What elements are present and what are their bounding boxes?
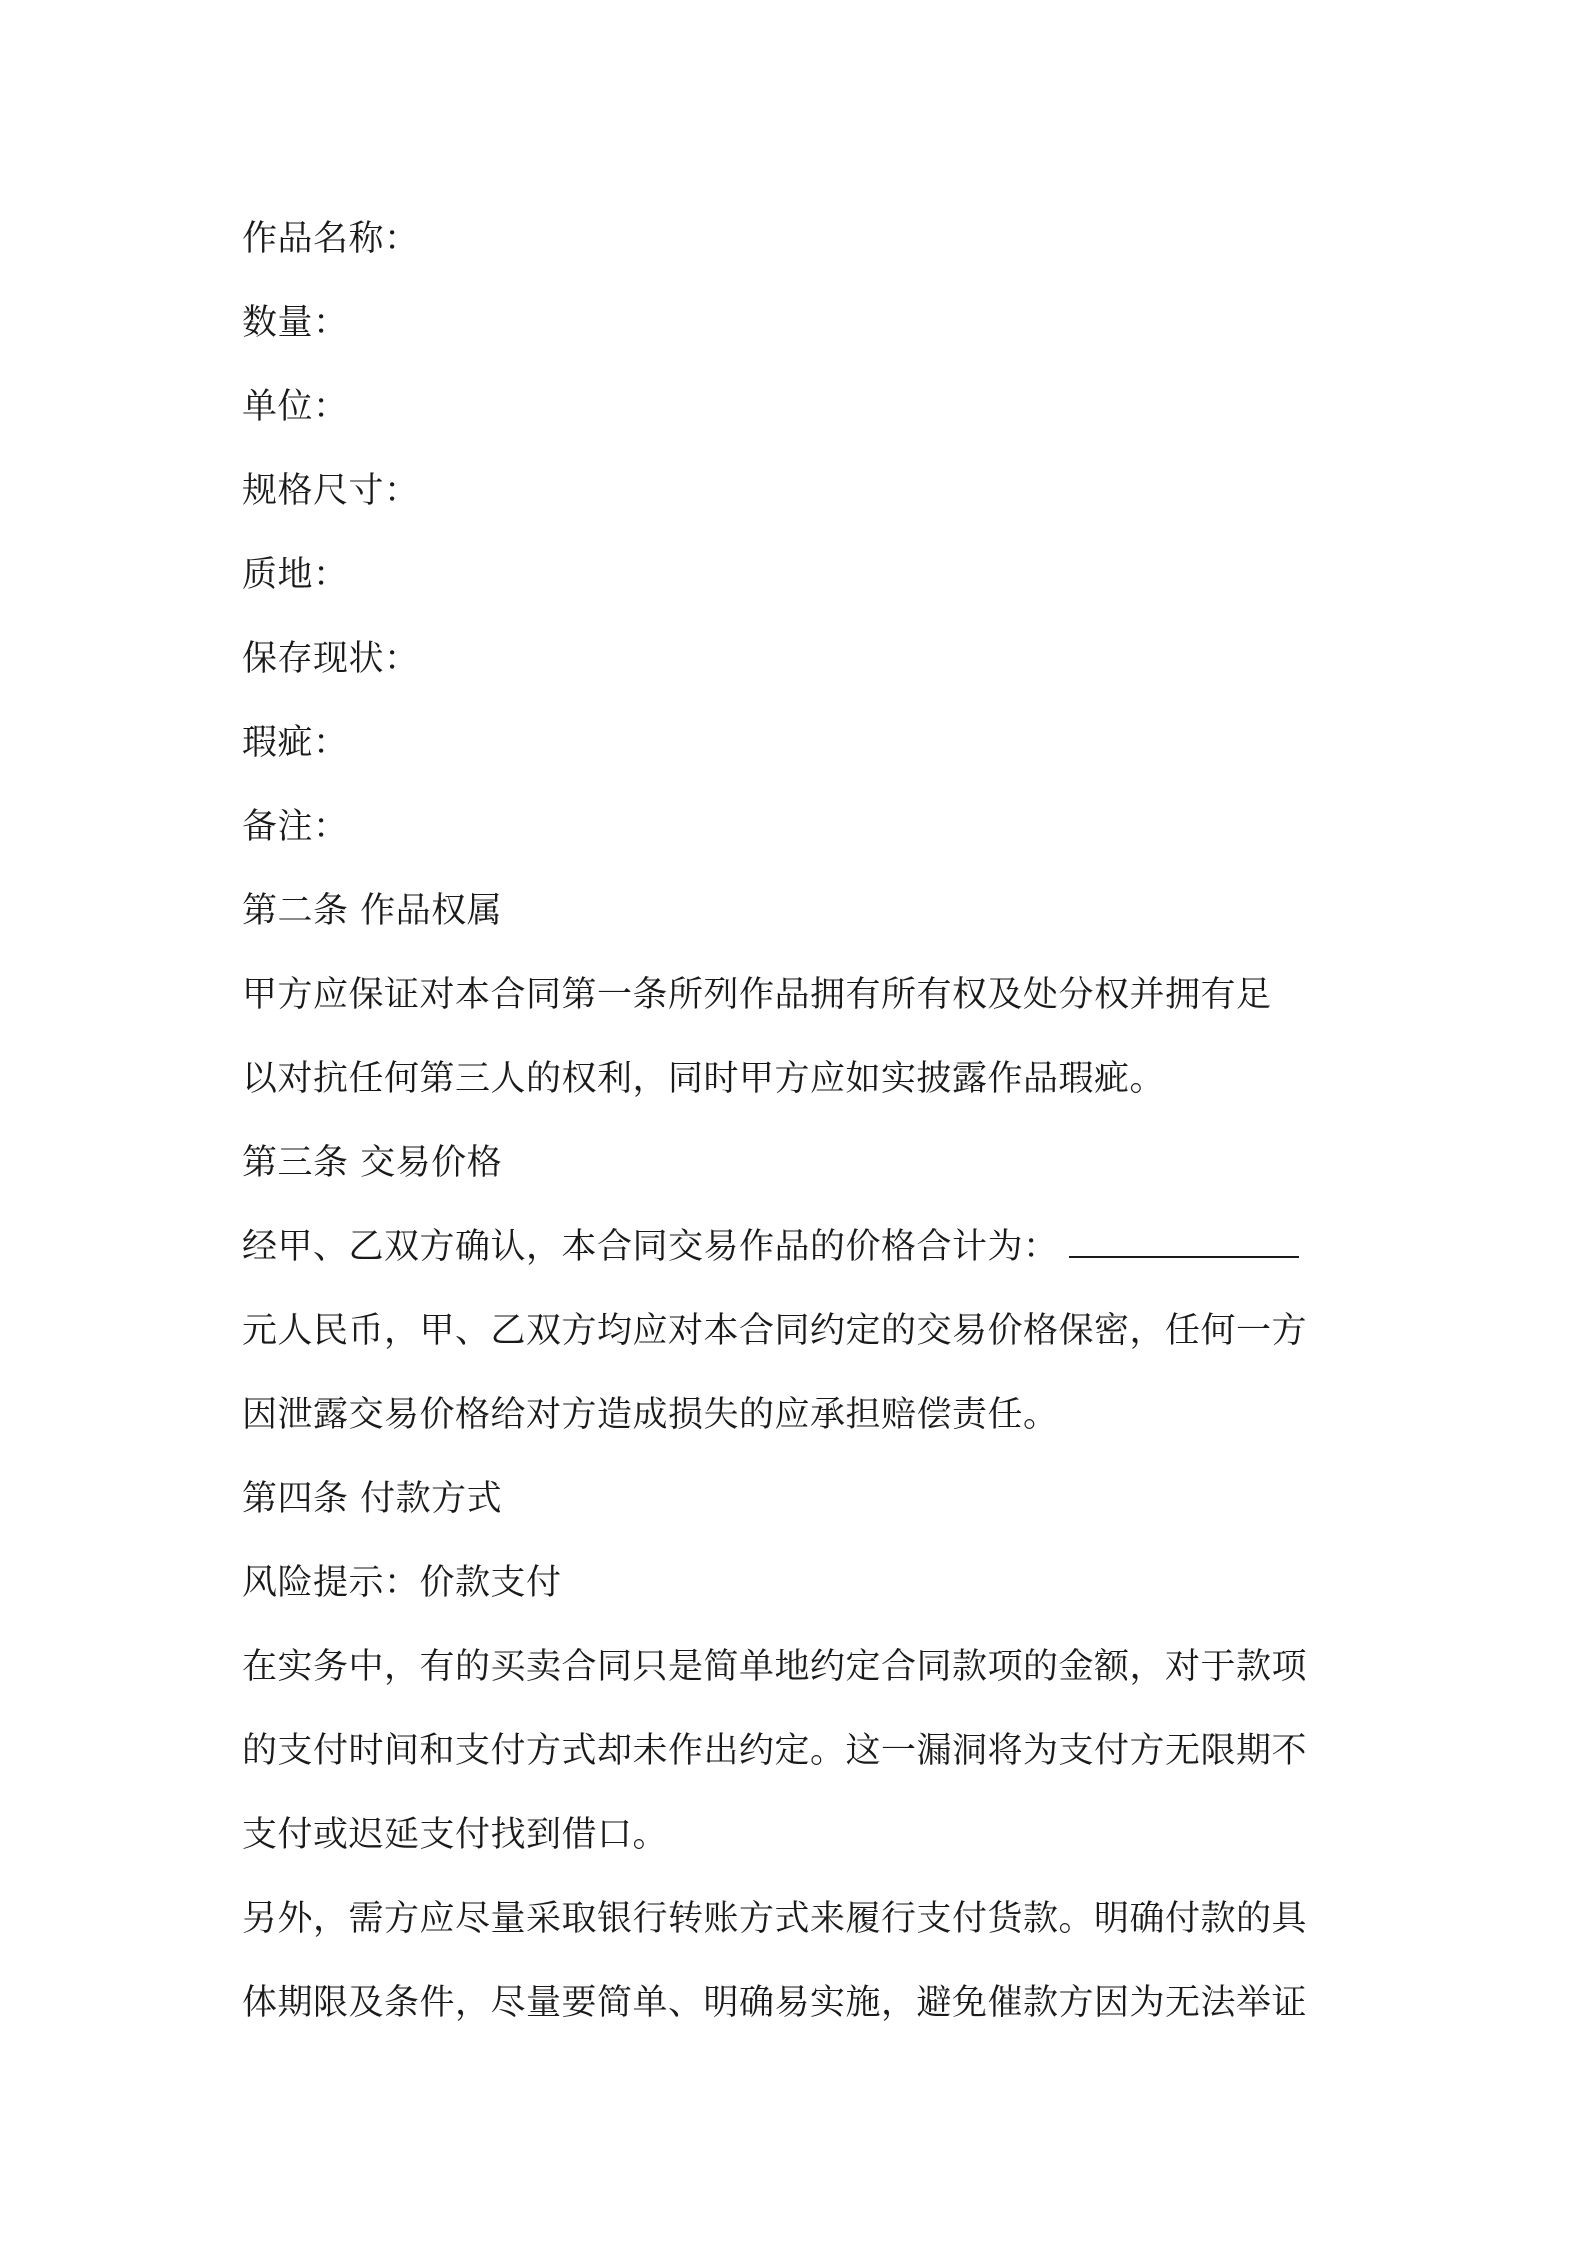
article-4-heading: 第四条 付款方式	[242, 1479, 503, 1519]
field-unit: 单位：	[242, 387, 349, 427]
field-material: 质地：	[242, 555, 349, 595]
document-body	[242, 197, 1362, 2045]
risk-para-2-line-1: 另外，需方应尽量采取银行转账方式来履行支付货款。明确付款的具	[242, 1899, 1308, 1939]
field-remarks: 备注：	[242, 807, 349, 847]
risk-para-1-line-3: 支付或迟延支付找到借口。	[242, 1815, 669, 1855]
article-3-line-1	[242, 1205, 1362, 1289]
field-flaws: 瑕疵：	[242, 723, 349, 763]
article-3-heading: 第三条 交易价格	[242, 1143, 503, 1183]
field-quantity: 数量：	[242, 303, 349, 343]
risk-para-2-line-2: 体期限及条件，尽量要简单、明确易实施，避免催款方因为无法举证	[242, 1983, 1308, 2023]
field-artwork-name: 作品名称：	[242, 219, 420, 259]
article-3-line-1-text: 经甲、乙双方确认，本合同交易作品的价格合计为：	[242, 1227, 1059, 1267]
article-3-line-3: 因泄露交易价格给对方造成损失的应承担赔偿责任。	[242, 1395, 1059, 1435]
article-3-line-2: 元人民币，甲、乙双方均应对本合同约定的交易价格保密，任何一方	[242, 1311, 1308, 1351]
risk-para-1-line-2: 的支付时间和支付方式却未作出约定。这一漏洞将为支付方无限期不	[242, 1731, 1308, 1771]
price-blank	[1069, 1226, 1299, 1258]
risk-tip-title: 风险提示：价款支付	[242, 1563, 562, 1603]
article-2-line-1: 甲方应保证对本合同第一条所列作品拥有所有权及处分权并拥有足	[242, 975, 1272, 1015]
risk-para-1-line-1: 在实务中，有的买卖合同只是简单地约定合同款项的金额，对于款项	[242, 1647, 1308, 1687]
field-size: 规格尺寸：	[242, 471, 420, 511]
article-2-heading: 第二条 作品权属	[242, 891, 503, 931]
field-condition: 保存现状：	[242, 639, 420, 679]
article-2-line-2: 以对抗任何第三人的权利，同时甲方应如实披露作品瑕疵。	[242, 1059, 1166, 1099]
